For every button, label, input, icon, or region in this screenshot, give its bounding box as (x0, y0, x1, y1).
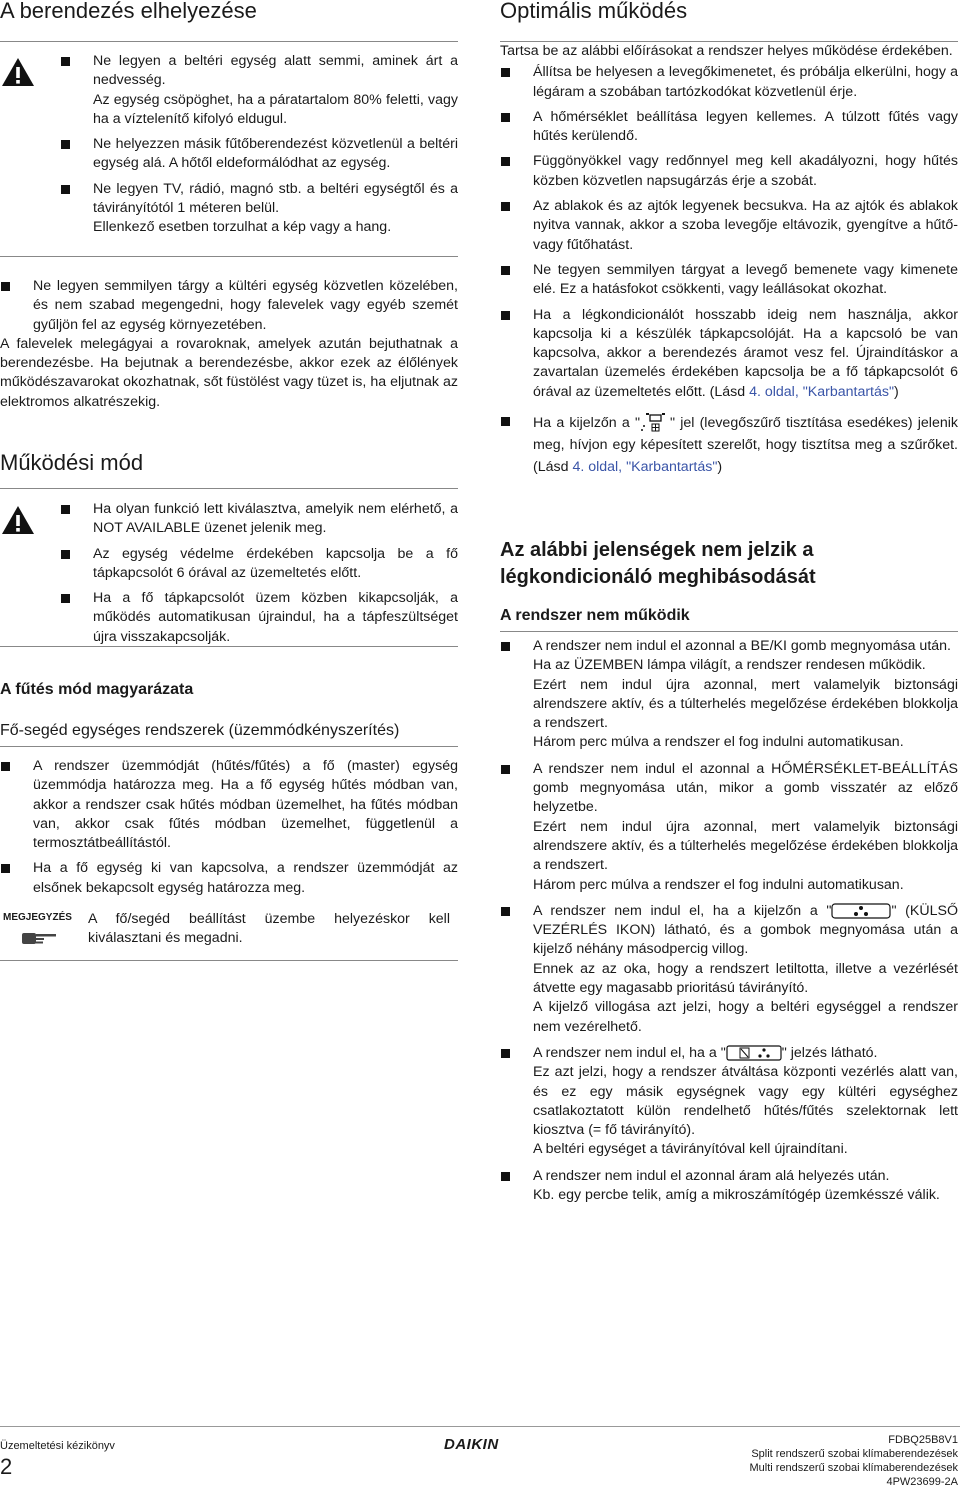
warning-triangle-icon (0, 56, 36, 88)
fault-detail: Három perc múlva a rendszer el fog indulni automatikusan. (533, 876, 904, 893)
daikin-logo: DAIKIN (444, 1436, 499, 1453)
item-text: " jel (levegőszűrő tisztítása esedékes) jelenik meg, hívjon egy képesített szerelőt, hogy tisztítsa meg a szűrőket. (Lásd (533, 415, 958, 476)
fault-item (500, 1044, 958, 1063)
optimal-item: Állítsa be helyesen a levegőkimenetet, és próbálja elkerülni, hogy a légáram a szobában tartózkodókat közvetlenül érje. (500, 63, 958, 102)
maintenance-link[interactable]: 4. oldal, "Karbantartás" (572, 459, 718, 476)
warning-item: Ha a fő tápkapcsolót üzem közben kikapcsolják, a működés automatikusan újraindul, ha a tápfeszültséget újra visszakapcsolják. (60, 589, 458, 647)
section-title-not-malfunction: Az alábbi jelenségek nem jelzik a légkondicionáló meghibásodását (500, 539, 816, 588)
fault-item (500, 902, 958, 960)
item-text: " jelzés látható. (781, 1044, 878, 1061)
warning-item-cont: Az egység csöpöghet, ha a páratartalom 80% feletti, vagy ha a víztelenítő kifolyó eldugul. (93, 91, 458, 127)
left-column (0, 0, 458, 947)
item-text: A rendszer nem indul el, ha a kijelzőn a " (533, 902, 832, 919)
master-slave-item: A rendszer üzemmódját (hűtés/fűtés) a fő (master) egység üzemmódja határozza meg. Ha a fő egység hűtés módban van, akkor a rendszer csak hűtés módban üzemelhet, ha fűtés módban van, akkor csak fűtés módban üzemelhet, függetlenül a termosztátbeállítástól. (0, 757, 458, 853)
section-title-placement: A berendezés elhelyezése (0, 0, 257, 23)
item-text: ) (717, 459, 723, 476)
fault-detail: Ha az ÜZEMBEN lámpa világít, a rendszer rendesen működik. (533, 657, 926, 674)
footer-divider (0, 1426, 960, 1427)
manual-name: Üzemeltetési kézikönyv (0, 1440, 115, 1452)
divider (0, 960, 458, 961)
warning-box-placement (0, 42, 458, 256)
fault-detail: A kijelző villogása azt jelzi, hogy a beltéri egységgel a rendszer nem vezérelhető. (533, 999, 958, 1035)
optimal-item (500, 306, 958, 402)
item-text: A rendszer nem indul el, ha a " (533, 1044, 726, 1061)
optimal-item (500, 412, 958, 478)
heading-heating-mode: A fűtés mód magyarázata (0, 681, 194, 698)
product-line: Split rendszerű szobai klímaberendezések (751, 1448, 958, 1460)
right-column (500, 0, 958, 1204)
warning-item: Az egység védelme érdekében kapcsolja be a fő tápkapcsolót 6 órával az üzemeltetés előtt. (60, 545, 458, 584)
note-text: A fő/segéd beállítást üzembe helyezéskor kell kiválasztani és megadni. (88, 911, 450, 947)
page-footer (0, 1426, 960, 1488)
filter-clean-icon (640, 412, 670, 434)
fault-detail: Ezért nem indul újra azonnal, mert valamelyik biztonsági alrendszere aktív, és a túlterhelés megelőzése érdekében blokkolja a rendszert. (533, 676, 958, 732)
maintenance-link[interactable]: 4. oldal, "Karbantartás" (749, 383, 895, 400)
warning-item: Ne helyezzen másik fűtőberendezést közvetlenül a beltéri egység alá. A hőtől eldeformálódhat az egység. (60, 135, 458, 174)
warning-item: Ne legyen TV, rádió, magnó stb. a beltéri egységtől és a távirányítótól 1 méteren belül. (60, 180, 458, 219)
product-line: Multi rendszerű szobai klímaberendezések (749, 1462, 958, 1474)
paragraph-outdoor-unit: Ne legyen semmilyen tárgy a kültéri egység közvetlen közelében, és nem szabad megengedni, hogy falevelek vagy egyéb szemét gyűljön fel az egység környezetében. (0, 277, 458, 335)
warning-triangle-icon (0, 504, 36, 536)
warning-item: Ha olyan funkció lett kiválasztva, amelyik nem elérhető, a NOT AVAILABLE üzenet jelenik meg. (60, 500, 458, 539)
warning-item: Ne legyen a beltéri egység alatt semmi, aminek árt a nedvesség. (60, 52, 458, 91)
footer-right (750, 1433, 959, 1489)
item-text: Ha a légkondicionálót hosszabb ideig nem használja, akkor kapcsolja ki a készülék tápkapcsolóját. Ha a kapcsoló be van kapcsolva, akkor a berendezés áramot vesz fel. Újraindításkor a zavartalan üzemelés érdekében kapcsolja be a fő tápkapcsolót 6 órával az üzemeltetés előtt. (Lásd (533, 306, 958, 400)
warning-box-mode (0, 490, 458, 658)
heading-system-not-working: A rendszer nem működik (500, 607, 690, 624)
fault-detail: Három perc múlva a rendszer el fog indulni automatikusan. (533, 734, 904, 751)
heading-master-slave: Fő-segéd egységes rendszerek (üzemmódkényszerítés) (0, 722, 400, 739)
item-text: ) (894, 383, 899, 400)
optimal-item: A hőmérséklet beállítása legyen kellemes. A túlzott fűtés vagy hűtés kerülendő. (500, 108, 958, 147)
document-code: 4PW23699-2A (886, 1476, 958, 1488)
item-text: Ha a kijelzőn a " (533, 415, 640, 432)
fault-item: A rendszer nem indul el azonnal a BE/KI gomb megnyomása után. (500, 637, 958, 656)
pointing-hand-icon (20, 928, 60, 948)
divider (0, 746, 458, 747)
fault-item: A rendszer nem indul el azonnal a HŐMÉRSÉKLET-BEÁLLÍTÁS gomb megnyomása után, mikor a gomb visszatér az előző helyzetbe. (500, 760, 958, 818)
note-box (0, 910, 458, 960)
model-code: FDBQ25B8V1 (888, 1434, 958, 1446)
section-title-optimal: Optimális működés (500, 0, 688, 23)
fault-detail: Ezért nem indul újra azonnal, mert valamelyik biztonsági alrendszere aktív, és a túlterhelés megelőzése érdekében blokkolja a rendszert. (533, 818, 958, 874)
fault-detail: Ennek az az oka, hogy a rendszert letiltotta, illetve a vezérlését átvette egy magasabb prioritású távirányító. (533, 960, 958, 997)
fault-detail: Ez azt jelzi, hogy a rendszer átváltása központi vezérlés alatt van, és ez egy másik egységnek vagy egy kültéri egységhez csatlakoztatott külön rendelhető hűtés/fűtés szelektornak lett kiosztva (= fő távirányító). (533, 1064, 958, 1139)
page-number: 2 (0, 1454, 13, 1479)
note-label: MEGJEGYZÉS (3, 912, 72, 923)
divider (500, 631, 958, 632)
fault-detail: Kb. egy percbe telik, amíg a mikroszámítógép üzemkésszé válik. (533, 1187, 940, 1204)
section-title-mode: Működési mód (0, 450, 144, 475)
item-text: " (KÜLSŐ VEZÉRLÉS IKON) látható, és a gombok megnyomása után a kijelző néhány másodpercig villog. (533, 902, 958, 958)
fault-detail: A beltéri egységet a távirányítóval kell újraindítani. (533, 1141, 848, 1158)
paragraph-leaves: A falevelek melegágyai a rovaroknak, amelyek azután bejuthatnak a berendezésbe. Ha bejutnak a berendezésbe, akkor ezek az élőlények működészavarokat okozhatnak, sőt füstölést vagy tüzet is, ha eljutnak az elektromos alkatrészekig. (0, 335, 458, 410)
divider (0, 646, 458, 647)
divider (0, 488, 458, 489)
optimal-item: Az ablakok és az ajtók legyenek becsukva. Ha az ajtók és ablakok nyitva vannak, akkor a szoba levegője eltávozik, gyengítve a hűtő- vagy fűtőhatást. (500, 197, 958, 255)
centralized-control-icon (726, 1045, 782, 1061)
intro-text: Tartsa be az alábbi előírásokat a rendszer helyes működése érdekében. (500, 43, 953, 59)
external-control-icon (831, 903, 891, 919)
warning-item-cont: Ellenkező esetben torzulhat a kép vagy a hang. (93, 219, 392, 236)
optimal-item: Ne tegyen semmilyen tárgyat a levegő bemenete vagy kimenete elé. Ez a hatásfokot csökkenti, vagy leállásokat okozhat. (500, 261, 958, 300)
fault-item: A rendszer nem indul el azonnal áram alá helyezés után. (500, 1167, 958, 1186)
master-slave-item: Ha a fő egység ki van kapcsolva, a rendszer üzemmódját az elsőnek bekapcsolt egység határozza meg. (0, 859, 458, 898)
optimal-item: Függönyökkel vagy redőnnyel meg kell akadályozni, hogy hűtés közben közvetlen napsugárzás érje a szobát. (500, 152, 958, 191)
